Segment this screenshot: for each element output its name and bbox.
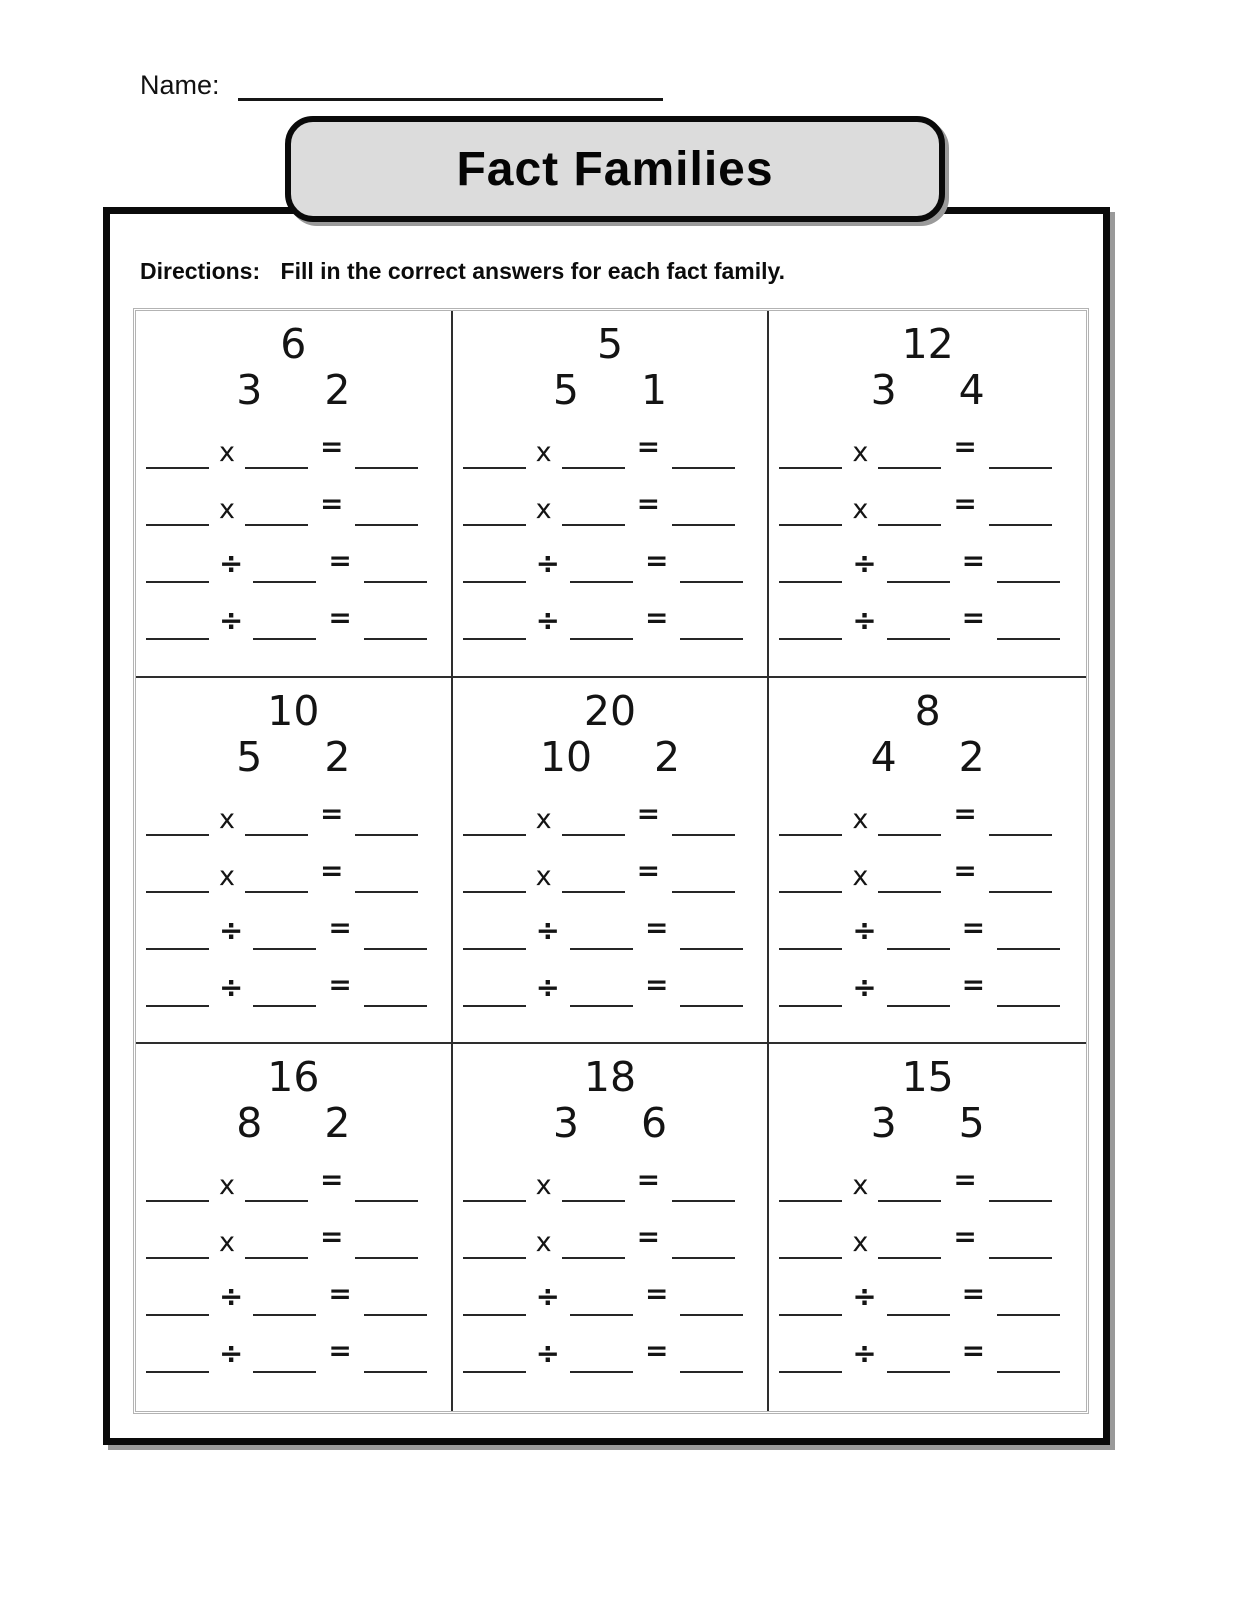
product-number: 6: [280, 320, 307, 368]
answer-blank[interactable]: [463, 971, 526, 1007]
answer-blank[interactable]: [570, 971, 633, 1007]
divide-sign-icon: ÷: [852, 1279, 877, 1314]
equals-sign-icon: =: [961, 544, 986, 577]
answer-blank[interactable]: [672, 857, 735, 893]
multiplication-equation-row: [463, 430, 768, 469]
equals-sign-icon: =: [644, 601, 669, 634]
fact-family-cell: [136, 1044, 453, 1411]
product-number: 12: [901, 320, 954, 368]
divide-sign-icon: ÷: [219, 546, 244, 580]
equals-sign-icon: =: [328, 910, 352, 944]
equals-sign-icon: =: [636, 1163, 661, 1197]
answer-blank[interactable]: [146, 490, 209, 526]
answer-blank[interactable]: [355, 800, 418, 836]
multiplication-equation-row: [146, 487, 451, 526]
divide-sign-icon: ÷: [219, 603, 244, 637]
answer-blank[interactable]: [463, 1223, 526, 1259]
answer-blank[interactable]: [146, 1337, 209, 1373]
equals-sign-icon: =: [644, 1334, 669, 1368]
divide-sign-icon: ÷: [535, 546, 560, 580]
equations: [136, 796, 451, 1007]
multiplication-equation-row: [146, 430, 451, 469]
product-number: 16: [267, 1053, 320, 1102]
multiply-sign-icon: x: [219, 1227, 235, 1259]
divide-sign-icon: ÷: [219, 969, 244, 1004]
answer-blank[interactable]: [570, 547, 633, 583]
equals-sign-icon: =: [319, 1220, 344, 1254]
fact-family-cell: [136, 678, 453, 1045]
multiply-sign-icon: x: [535, 860, 552, 892]
division-equation-row: [779, 967, 1086, 1007]
multiply-sign-icon: x: [219, 1170, 235, 1202]
answer-blank[interactable]: [146, 547, 209, 583]
factor-right: 2: [324, 1099, 351, 1148]
answer-blank[interactable]: [146, 971, 209, 1007]
equations: [453, 1163, 768, 1373]
answer-blank[interactable]: [463, 857, 526, 893]
equals-sign-icon: =: [328, 544, 352, 577]
answer-blank[interactable]: [355, 1166, 418, 1202]
multiplication-equation-row: [779, 1163, 1086, 1202]
answer-blank[interactable]: [680, 1280, 743, 1316]
answer-blank[interactable]: [146, 914, 209, 950]
product-number: 20: [583, 686, 637, 735]
multiply-sign-icon: x: [852, 1227, 869, 1259]
division-equation-row: [146, 910, 451, 950]
multiplication-equation-row: [779, 853, 1086, 893]
factor-pair: [453, 734, 768, 780]
answer-blank[interactable]: [146, 857, 209, 893]
answer-blank[interactable]: [997, 1280, 1060, 1316]
answer-blank[interactable]: [463, 1166, 526, 1202]
equals-sign-icon: =: [319, 487, 344, 520]
factor-pair: [453, 1100, 768, 1146]
equations: [453, 796, 768, 1007]
factor-pair: [136, 734, 451, 780]
equations: [136, 1163, 451, 1373]
answer-blank[interactable]: [562, 490, 625, 526]
answer-blank[interactable]: [887, 1337, 950, 1373]
answer-blank[interactable]: [245, 490, 308, 526]
title-banner: [285, 116, 945, 222]
fact-family-cell: [453, 1044, 770, 1411]
factor-pair: [453, 367, 768, 413]
answer-blank[interactable]: [570, 1280, 633, 1316]
fact-family-cell: [769, 1044, 1086, 1411]
answer-blank[interactable]: [779, 857, 842, 893]
equals-sign-icon: =: [961, 1277, 986, 1311]
equals-sign-icon: =: [961, 1334, 986, 1368]
answer-blank[interactable]: [355, 857, 418, 893]
answer-blank[interactable]: [364, 604, 427, 640]
worksheet-box: [103, 207, 1110, 1445]
answer-blank[interactable]: [680, 547, 743, 583]
directions-label: Directions:: [140, 258, 261, 284]
name-label: Name:: [140, 70, 220, 100]
division-equation-row: [146, 1277, 451, 1316]
division-equation-row: [146, 967, 451, 1007]
equations: [769, 430, 1086, 640]
factor-left: 5: [236, 732, 263, 781]
factor-right: 4: [958, 366, 985, 414]
divide-sign-icon: ÷: [535, 1336, 560, 1371]
answer-blank[interactable]: [779, 1337, 842, 1373]
answer-blank[interactable]: [989, 1223, 1052, 1259]
multiply-sign-icon: x: [219, 803, 235, 835]
multiplication-equation-row: [463, 1220, 768, 1259]
multiplication-equation-row: [146, 1163, 451, 1202]
factor-pair: [769, 734, 1086, 780]
answer-blank[interactable]: [878, 490, 941, 526]
answer-blank[interactable]: [997, 1337, 1060, 1373]
multiply-sign-icon: x: [219, 494, 235, 525]
answer-blank[interactable]: [779, 433, 842, 469]
answer-blank[interactable]: [463, 914, 526, 950]
answer-blank[interactable]: [779, 914, 842, 950]
answer-blank[interactable]: [887, 547, 950, 583]
division-equation-row: [779, 601, 1086, 640]
equals-sign-icon: =: [319, 853, 344, 887]
division-equation-row: [463, 1334, 768, 1373]
answer-blank[interactable]: [463, 433, 526, 469]
answer-blank[interactable]: [680, 604, 743, 640]
answer-blank[interactable]: [680, 1337, 743, 1373]
equals-sign-icon: =: [953, 1163, 977, 1197]
answer-blank[interactable]: [887, 971, 950, 1007]
answer-blank[interactable]: [672, 1223, 735, 1259]
multiply-sign-icon: x: [535, 1227, 552, 1259]
answer-blank[interactable]: [779, 800, 842, 836]
answer-blank[interactable]: [887, 914, 950, 950]
multiply-sign-icon: x: [852, 494, 869, 525]
answer-blank[interactable]: [364, 1280, 427, 1316]
directions: [140, 258, 785, 285]
division-equation-row: [779, 1334, 1086, 1373]
answer-blank[interactable]: [878, 1166, 941, 1202]
answer-blank[interactable]: [779, 1166, 842, 1202]
product-number: 15: [901, 1053, 954, 1102]
answer-blank[interactable]: [355, 490, 418, 526]
factor-right: 5: [958, 1099, 985, 1148]
answer-blank[interactable]: [562, 433, 625, 469]
multiplication-equation-row: [779, 796, 1086, 836]
answer-blank[interactable]: [887, 1280, 950, 1316]
factor-pair: [136, 367, 451, 413]
divide-sign-icon: ÷: [535, 603, 560, 637]
answer-blank[interactable]: [253, 1280, 316, 1316]
page-title: Fact Families: [456, 142, 774, 196]
answer-blank[interactable]: [989, 490, 1052, 526]
multiply-sign-icon: x: [219, 437, 235, 468]
factor-left: 3: [552, 1099, 579, 1148]
multiplication-equation-row: [463, 796, 768, 836]
multiply-sign-icon: x: [535, 437, 552, 468]
equals-sign-icon: =: [319, 430, 344, 463]
answer-blank[interactable]: [997, 604, 1060, 640]
answer-blank[interactable]: [562, 1166, 625, 1202]
fact-grid: [133, 308, 1089, 1414]
answer-blank[interactable]: [989, 857, 1052, 893]
divide-sign-icon: ÷: [219, 912, 244, 947]
multiplication-equation-row: [779, 1220, 1086, 1259]
equals-sign-icon: =: [644, 910, 669, 944]
product-number: 18: [583, 1053, 637, 1102]
answer-blank[interactable]: [146, 1280, 209, 1316]
equations: [136, 430, 451, 640]
name-row: [140, 66, 663, 101]
factor-right: 6: [640, 1099, 668, 1148]
multiply-sign-icon: x: [852, 860, 869, 892]
divide-sign-icon: ÷: [852, 969, 877, 1004]
equals-sign-icon: =: [953, 796, 977, 830]
multiplication-equation-row: [146, 796, 451, 836]
answer-blank[interactable]: [146, 800, 209, 836]
equals-sign-icon: =: [636, 1220, 661, 1254]
factor-right: 2: [958, 732, 985, 781]
answer-blank[interactable]: [463, 547, 526, 583]
equals-sign-icon: =: [636, 796, 661, 830]
answer-blank[interactable]: [463, 800, 526, 836]
answer-blank[interactable]: [887, 604, 950, 640]
answer-blank[interactable]: [245, 857, 308, 893]
answer-blank[interactable]: [463, 1280, 526, 1316]
divide-sign-icon: ÷: [852, 912, 877, 947]
answer-blank[interactable]: [989, 1166, 1052, 1202]
equals-sign-icon: =: [953, 430, 977, 463]
answer-blank[interactable]: [463, 1337, 526, 1373]
answer-blank[interactable]: [779, 1280, 842, 1316]
equations: [769, 1163, 1086, 1373]
equals-sign-icon: =: [644, 967, 669, 1001]
answer-blank[interactable]: [364, 914, 427, 950]
factor-left: 3: [870, 1099, 897, 1148]
equals-sign-icon: =: [961, 967, 986, 1001]
multiply-sign-icon: x: [535, 803, 552, 835]
answer-blank[interactable]: [672, 433, 735, 469]
factor-left: 3: [870, 366, 897, 414]
multiplication-equation-row: [146, 853, 451, 893]
answer-blank[interactable]: [779, 604, 842, 640]
divide-sign-icon: ÷: [219, 1336, 244, 1371]
answer-blank[interactable]: [364, 971, 427, 1007]
equals-sign-icon: =: [319, 796, 344, 830]
factor-right: 1: [640, 366, 668, 414]
factor-pair: [769, 1100, 1086, 1146]
division-equation-row: [779, 910, 1086, 950]
answer-blank[interactable]: [253, 547, 316, 583]
division-equation-row: [463, 910, 768, 950]
multiply-sign-icon: x: [852, 803, 869, 835]
answer-blank[interactable]: [355, 433, 418, 469]
divide-sign-icon: ÷: [219, 1279, 244, 1314]
divide-sign-icon: ÷: [535, 969, 560, 1004]
fact-family-cell: [769, 311, 1086, 678]
name-input-line[interactable]: [238, 66, 663, 101]
factor-right: 2: [324, 732, 351, 781]
answer-blank[interactable]: [364, 1337, 427, 1373]
equations: [769, 796, 1086, 1007]
answer-blank[interactable]: [779, 490, 842, 526]
answer-blank[interactable]: [253, 914, 316, 950]
division-equation-row: [463, 544, 768, 583]
equals-sign-icon: =: [328, 967, 352, 1001]
equals-sign-icon: =: [644, 1277, 669, 1311]
multiply-sign-icon: x: [535, 1170, 552, 1202]
answer-blank[interactable]: [562, 857, 625, 893]
multiplication-equation-row: [463, 1163, 768, 1202]
fact-family-cell: [453, 311, 770, 678]
equals-sign-icon: =: [961, 601, 986, 634]
answer-blank[interactable]: [989, 433, 1052, 469]
fact-family-cell: [136, 311, 453, 678]
answer-blank[interactable]: [562, 800, 625, 836]
division-equation-row: [463, 601, 768, 640]
factor-left: 8: [236, 1099, 263, 1148]
answer-blank[interactable]: [997, 971, 1060, 1007]
product-number: 8: [914, 686, 941, 735]
equations: [453, 430, 768, 640]
equals-sign-icon: =: [953, 853, 977, 887]
answer-blank[interactable]: [878, 857, 941, 893]
factor-left: 5: [552, 366, 579, 414]
equals-sign-icon: =: [328, 601, 352, 634]
equals-sign-icon: =: [953, 1220, 977, 1254]
equals-sign-icon: =: [644, 544, 669, 577]
answer-blank[interactable]: [463, 490, 526, 526]
answer-blank[interactable]: [570, 914, 633, 950]
factor-pair: [136, 1100, 451, 1146]
answer-blank[interactable]: [672, 490, 735, 526]
answer-blank[interactable]: [779, 547, 842, 583]
multiplication-equation-row: [779, 430, 1086, 469]
multiply-sign-icon: x: [219, 860, 235, 892]
divide-sign-icon: ÷: [535, 912, 560, 947]
product-number: 10: [267, 686, 320, 735]
division-equation-row: [463, 1277, 768, 1316]
equals-sign-icon: =: [636, 487, 661, 520]
equals-sign-icon: =: [328, 1334, 352, 1368]
equals-sign-icon: =: [953, 487, 977, 520]
answer-blank[interactable]: [364, 547, 427, 583]
multiplication-equation-row: [463, 853, 768, 893]
equals-sign-icon: =: [961, 910, 986, 944]
answer-blank[interactable]: [672, 1166, 735, 1202]
answer-blank[interactable]: [355, 1223, 418, 1259]
factor-left: 10: [539, 732, 593, 781]
division-equation-row: [146, 1334, 451, 1373]
answer-blank[interactable]: [146, 1166, 209, 1202]
fact-family-cell: [769, 678, 1086, 1045]
answer-blank[interactable]: [878, 800, 941, 836]
multiplication-equation-row: [463, 487, 768, 526]
answer-blank[interactable]: [878, 433, 941, 469]
answer-blank[interactable]: [245, 800, 308, 836]
equals-sign-icon: =: [319, 1163, 344, 1197]
answer-blank[interactable]: [779, 1223, 842, 1259]
division-equation-row: [146, 601, 451, 640]
answer-blank[interactable]: [672, 800, 735, 836]
multiply-sign-icon: x: [852, 437, 869, 468]
equals-sign-icon: =: [328, 1277, 352, 1311]
factor-right: 2: [654, 732, 681, 781]
answer-blank[interactable]: [146, 604, 209, 640]
equals-sign-icon: =: [636, 853, 661, 887]
answer-blank[interactable]: [562, 1223, 625, 1259]
fact-family-cell: [453, 678, 770, 1045]
divide-sign-icon: ÷: [535, 1279, 560, 1314]
factor-pair: [769, 367, 1086, 413]
product-number: 5: [596, 320, 624, 368]
answer-blank[interactable]: [463, 604, 526, 640]
answer-blank[interactable]: [253, 971, 316, 1007]
answer-blank[interactable]: [146, 1223, 209, 1259]
answer-blank[interactable]: [253, 1337, 316, 1373]
answer-blank[interactable]: [779, 971, 842, 1007]
divide-sign-icon: ÷: [852, 546, 877, 580]
factor-left: 4: [870, 732, 897, 781]
division-equation-row: [779, 544, 1086, 583]
division-equation-row: [779, 1277, 1086, 1316]
multiply-sign-icon: x: [852, 1170, 869, 1202]
equals-sign-icon: =: [636, 430, 661, 463]
answer-blank[interactable]: [570, 1337, 633, 1373]
answer-blank[interactable]: [680, 914, 743, 950]
division-equation-row: [146, 544, 451, 583]
answer-blank[interactable]: [245, 1166, 308, 1202]
directions-text: Fill in the correct answers for each fact family.: [280, 258, 785, 284]
multiplication-equation-row: [146, 1220, 451, 1259]
factor-right: 2: [324, 366, 351, 414]
factor-left: 3: [236, 366, 263, 414]
divide-sign-icon: ÷: [852, 1336, 877, 1371]
multiplication-equation-row: [779, 487, 1086, 526]
answer-blank[interactable]: [680, 971, 743, 1007]
answer-blank[interactable]: [570, 604, 633, 640]
answer-blank[interactable]: [245, 1223, 308, 1259]
answer-blank[interactable]: [253, 604, 316, 640]
divide-sign-icon: ÷: [852, 603, 877, 637]
division-equation-row: [463, 967, 768, 1007]
multiply-sign-icon: x: [535, 494, 552, 525]
answer-blank[interactable]: [146, 433, 209, 469]
answer-blank[interactable]: [997, 914, 1060, 950]
answer-blank[interactable]: [989, 800, 1052, 836]
answer-blank[interactable]: [997, 547, 1060, 583]
answer-blank[interactable]: [245, 433, 308, 469]
answer-blank[interactable]: [878, 1223, 941, 1259]
